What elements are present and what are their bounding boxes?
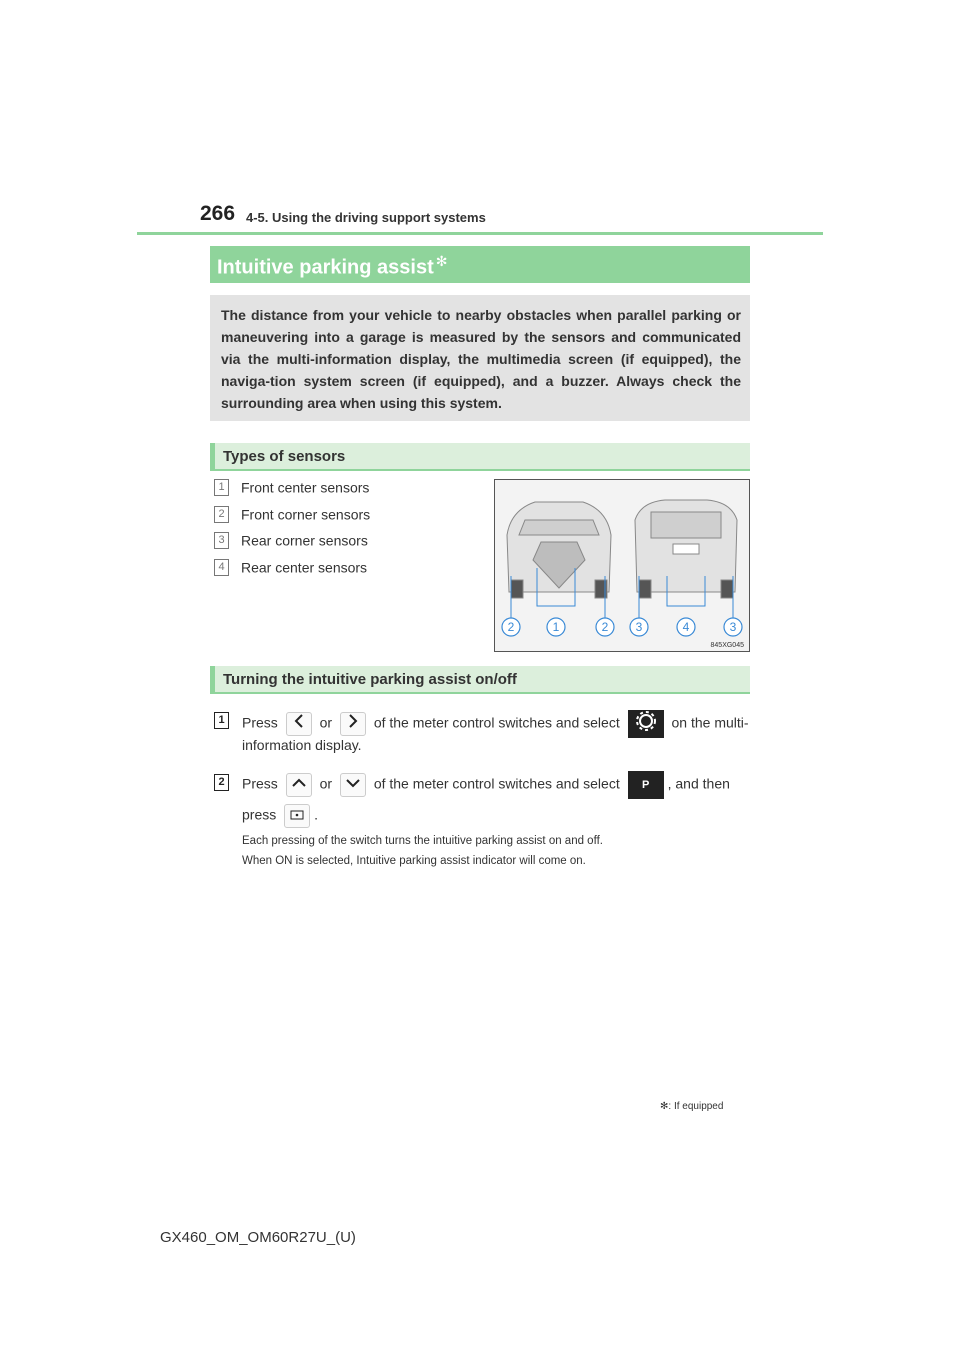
step-2-line-1	[242, 771, 730, 799]
sensor-number: 2	[214, 506, 229, 523]
callout-circles	[502, 618, 742, 636]
sensor-label: Rear center sensors	[241, 559, 368, 576]
page-title-text: Intuitive parking assist	[217, 256, 434, 279]
intro-box	[210, 295, 750, 421]
vehicle-illustration	[495, 480, 749, 651]
sensor-item	[214, 558, 367, 576]
sensor-number: 4	[214, 559, 229, 576]
step-number: 2	[214, 774, 229, 791]
sensor-number: 3	[214, 532, 229, 549]
sensor-item	[214, 531, 368, 549]
step-text: or	[319, 714, 333, 731]
callout-label: 4	[682, 620, 690, 634]
step-text: Press	[242, 775, 278, 792]
sensor-label: Front corner sensors	[241, 506, 371, 523]
note-line: Each pressing of the switch turns the intuitive parking assist on and off.	[242, 835, 603, 847]
page-title	[217, 253, 447, 280]
step-text: , and then	[667, 775, 730, 792]
step-text: or	[319, 775, 333, 792]
chevron-right-icon	[340, 712, 366, 736]
chevron-down-icon	[340, 773, 366, 797]
sensor-item	[214, 478, 369, 496]
gear-icon	[628, 710, 664, 738]
title-bar	[210, 246, 750, 283]
if-equipped-mark: ✻	[435, 253, 448, 269]
callout-label: 2	[507, 620, 515, 634]
footnote	[660, 1101, 723, 1112]
page-number: 266	[200, 202, 236, 225]
step-text: Press	[242, 714, 278, 731]
step-1-line-1	[242, 710, 749, 738]
callout-label: 3	[729, 620, 737, 634]
section-title: 4-5. Using the driving support systems	[246, 210, 486, 225]
sensor-number: 1	[214, 479, 229, 496]
vehicle-rear-view	[635, 500, 737, 598]
step-1-line-2: information display.	[242, 737, 362, 753]
chevron-up-icon	[286, 773, 312, 797]
callout-label: 3	[635, 620, 643, 634]
step-text: press	[242, 806, 277, 823]
vehicle-front-view	[507, 502, 611, 598]
step-text: of the meter control switches and select	[373, 714, 620, 731]
sensor-location-figure	[494, 479, 750, 652]
toggle-heading-text: Turning the intuitive parking assist on/off	[223, 671, 517, 688]
callout-label: 2	[601, 620, 609, 634]
step-text: .	[314, 806, 319, 823]
step-number: 1	[214, 712, 229, 729]
note-line: When ON is selected, Intuitive parking assist indicator will come on.	[242, 855, 586, 867]
enter-icon	[284, 804, 310, 828]
toggle-heading	[210, 666, 750, 694]
step-text: of the meter control switches and select	[373, 775, 620, 792]
intro-text: The distance from your vehicle to nearby obstacles when parallel parking or maneuvering into a garage is measured by the sensors and communicated via the multi-information display, the multimedia screen (if equipped), the naviga-tion system screen (if equipped), and a buzzer. Always check the surrounding area when using this system.	[221, 307, 741, 411]
footnote-mark: ✻	[660, 1101, 669, 1112]
sensor-item	[214, 505, 370, 523]
chevron-left-icon	[286, 712, 312, 736]
sensor-label: Front center sensors	[241, 479, 370, 496]
footnote-text: : If equipped	[668, 1101, 724, 1112]
step-text: on the multi-	[671, 714, 749, 731]
callout-label: 1	[552, 620, 560, 634]
types-of-sensors-heading-text: Types of sensors	[223, 448, 346, 465]
figure-id: 845XG045	[710, 642, 744, 649]
sensor-label: Rear corner sensors	[241, 532, 368, 549]
step-2-line-2	[242, 804, 318, 828]
header-rule	[137, 232, 823, 235]
types-of-sensors-heading	[210, 443, 750, 471]
document-code: GX460_OM_OM60R27U_(U)	[160, 1229, 356, 1246]
parking-sensor-icon: P	[628, 771, 664, 799]
